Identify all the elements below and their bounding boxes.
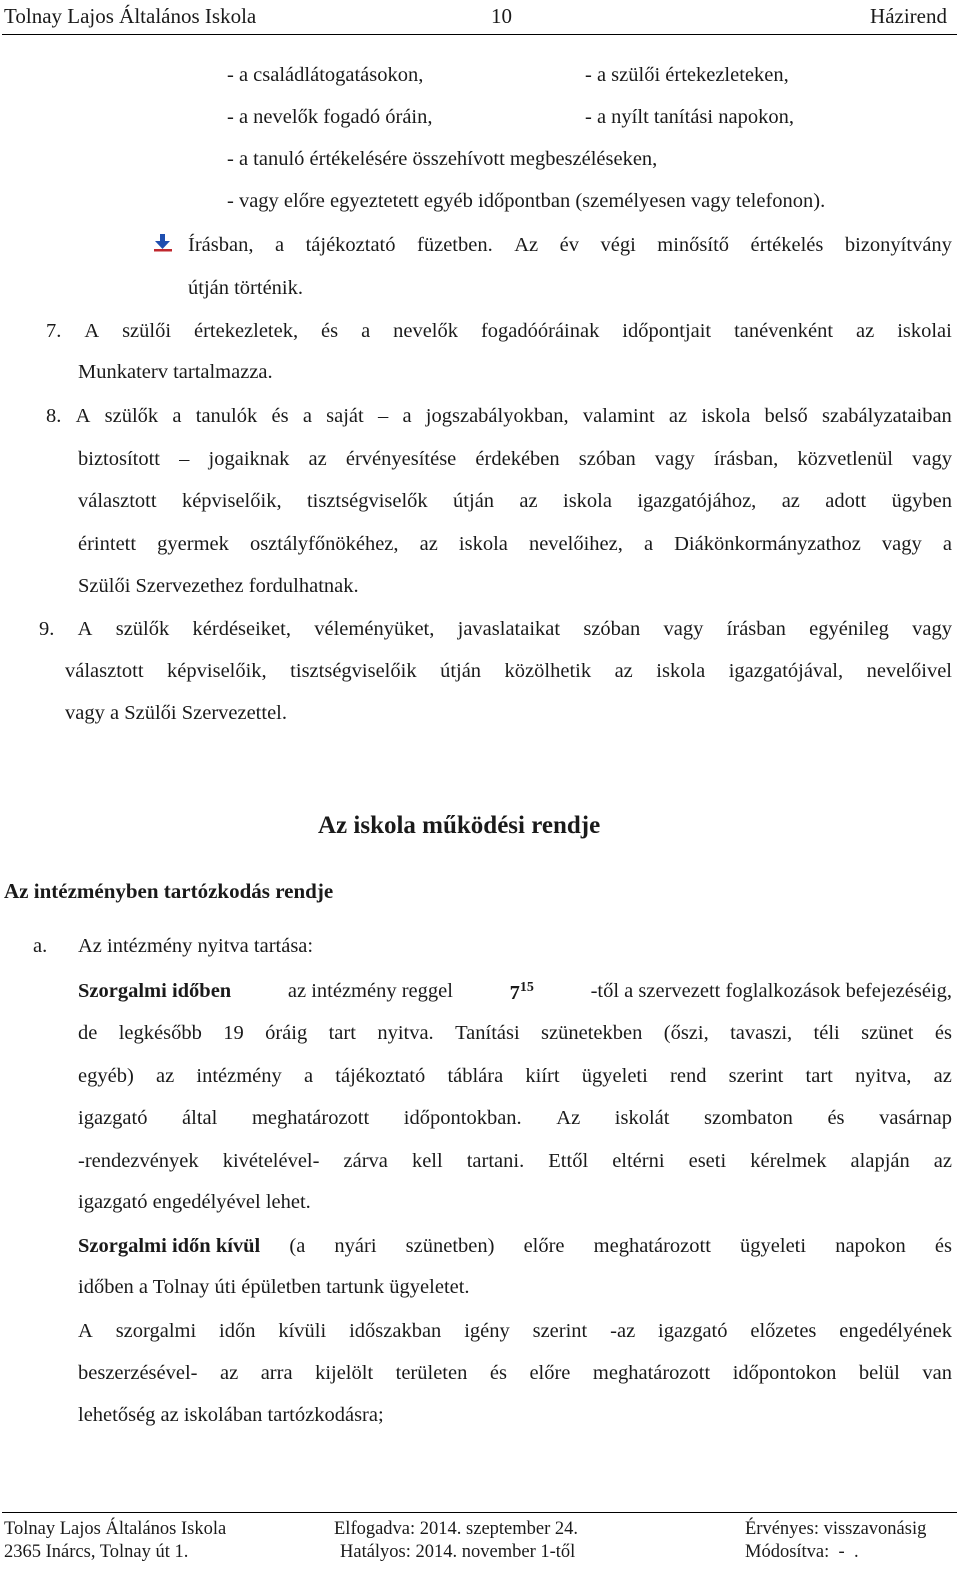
word: és: [934, 1235, 952, 1257]
arrow-bullet-icon: [154, 234, 174, 252]
word: végi: [600, 234, 636, 256]
word: év: [559, 234, 579, 256]
word: meghatározott: [251, 1107, 370, 1129]
word: kijelölt: [315, 1362, 374, 1384]
word: kiírt: [525, 1065, 560, 1087]
word: szülői: [122, 320, 172, 342]
word: kivételével-: [222, 1150, 320, 1172]
word: kérdéseiket,: [192, 618, 291, 640]
word: vagy: [654, 448, 695, 470]
word: és: [827, 1107, 845, 1129]
dash-list-item: - vagy előre egyeztetett egyéb időpontban (személyesen vagy telefonon).: [227, 190, 826, 212]
word: érvényesítése: [345, 448, 457, 470]
dash-list-item: - a tanuló értékelésére összehívott megbeszéléseken,: [227, 148, 658, 170]
word: írásban: [726, 618, 786, 640]
word: –: [377, 405, 389, 427]
word: szorgalmi: [115, 1320, 197, 1342]
word: szerint: [728, 1065, 784, 1087]
word: nyitva,: [855, 1065, 912, 1087]
word: szóban: [578, 448, 636, 470]
header-doc-title: Házirend: [870, 4, 947, 28]
word: minősítő: [657, 234, 730, 256]
word: belül: [858, 1362, 900, 1384]
word: alapján: [850, 1150, 910, 1172]
word: iskola: [701, 405, 751, 427]
opening-hours-line-6: igazgató engedélyével lehet.: [78, 1191, 311, 1213]
word: osztályfőnökéhez,: [249, 533, 399, 555]
word: fogadóóráinak: [480, 320, 600, 342]
word: eseti: [688, 1150, 727, 1172]
word: és: [321, 320, 339, 342]
word: a: [274, 234, 285, 256]
word: 8.: [46, 405, 62, 427]
word: az: [419, 533, 438, 555]
word: időpontokon: [732, 1362, 837, 1384]
word: az: [933, 1150, 952, 1172]
word: az: [308, 448, 327, 470]
item-a-heading: Az intézmény nyitva tartása:: [78, 935, 314, 957]
word: előre: [529, 1362, 571, 1384]
word: téli: [813, 1022, 840, 1044]
word: az: [519, 490, 538, 512]
word: szombaton: [704, 1107, 793, 1129]
word: kérelmek: [750, 1150, 827, 1172]
word: szünetben): [405, 1235, 495, 1257]
word: ügyben: [891, 490, 952, 512]
word: van: [922, 1362, 952, 1384]
word: legkésőbb: [118, 1022, 202, 1044]
word: szünetekben: [541, 1022, 643, 1044]
word: időpontjait: [622, 320, 712, 342]
opening-hours-line-2: [78, 1022, 952, 1045]
word: igazgatójával,: [728, 660, 844, 682]
word: -az: [610, 1320, 636, 1342]
word: 9.: [39, 618, 55, 640]
word: A: [78, 1320, 93, 1342]
dash-list-item: - a nyílt tanítási napokon,: [585, 106, 794, 128]
opening-text-rest: -től a szervezett foglalkozások befejezéséig,: [590, 980, 952, 1002]
word: iskolát: [614, 1107, 670, 1129]
word: (a: [289, 1235, 306, 1257]
word: választott: [65, 660, 144, 682]
word: zárva: [343, 1150, 388, 1172]
item8-line-5: Szülői Szervezethez fordulhatnak.: [78, 575, 359, 597]
word: nevelők: [393, 320, 459, 342]
word: véleményüket,: [314, 618, 435, 640]
word: kell: [411, 1150, 443, 1172]
out-of-session-line-2: időben a Tolnay úti épületben tartunk ügyeletet.: [78, 1276, 470, 1298]
word: a: [303, 1065, 314, 1087]
word: biztosított: [78, 448, 160, 470]
footer-school-name: Tolnay Lajos Általános Iskola: [4, 1519, 227, 1539]
opening-hours-line-5: [78, 1150, 952, 1173]
word: rend: [670, 1065, 707, 1087]
section-title: Az iskola működési rendje: [318, 812, 601, 839]
word: igazgatójához,: [637, 490, 757, 512]
word: iskola: [458, 533, 508, 555]
word: nevelőivel: [866, 660, 952, 682]
word: jogszabályokban,: [425, 405, 569, 427]
word: intézmény: [196, 1065, 282, 1087]
word: iskolai: [897, 320, 952, 342]
word: tavaszi,: [730, 1022, 793, 1044]
word: a: [172, 405, 182, 427]
word: engedélyének: [839, 1320, 952, 1342]
term-out-of-session: Szorgalmi időn kívül: [78, 1235, 261, 1257]
word: közvetlenül: [797, 448, 893, 470]
word: –: [179, 448, 190, 470]
word: gyermek: [157, 533, 229, 555]
stay-line-1: [78, 1320, 952, 1343]
word: kívüli: [278, 1320, 327, 1342]
word: az: [668, 405, 688, 427]
header-school-name: Tolnay Lajos Általános Iskola: [4, 4, 257, 28]
word: Diákönkormányzathoz: [674, 533, 861, 555]
word: a: [361, 320, 371, 342]
word: A: [75, 405, 91, 427]
bullet-line-2: útján történik.: [188, 277, 304, 299]
word: szünet: [861, 1022, 914, 1044]
word: időpontokban.: [403, 1107, 522, 1129]
word: 19: [223, 1022, 244, 1044]
word: Az: [556, 1107, 581, 1129]
word: Tanítási: [455, 1022, 520, 1044]
word: a: [302, 405, 312, 427]
word: útján: [453, 490, 495, 512]
word: iskola: [656, 660, 706, 682]
word: az: [220, 1362, 239, 1384]
word: tart: [805, 1065, 833, 1087]
word: igazgató: [658, 1320, 728, 1342]
word: szülők: [115, 618, 170, 640]
word: Írásban,: [188, 234, 254, 256]
word: A: [77, 618, 93, 640]
footer-valid: Érvényes: visszavonásig: [745, 1519, 927, 1539]
word: közölhetik: [504, 660, 592, 682]
word: igazgató: [78, 1107, 148, 1129]
word: az: [856, 320, 875, 342]
word: beszerzésével-: [78, 1362, 198, 1384]
word: területen: [395, 1362, 468, 1384]
word: időszakban: [349, 1320, 442, 1342]
word: nyári: [334, 1235, 377, 1257]
word: meghatározott: [593, 1235, 711, 1257]
opening-text: az intézmény reggel: [287, 980, 453, 1002]
word: vagy: [912, 448, 952, 470]
word: előzetes: [750, 1320, 817, 1342]
word: valamint: [582, 405, 655, 427]
word: Az: [514, 234, 539, 256]
out-of-session-line-1: [78, 1235, 952, 1258]
word: tisztségviselők: [306, 490, 428, 512]
footer-address: 2365 Inárcs, Tolnay út 1.: [4, 1542, 189, 1562]
item9-line-2: [65, 660, 952, 683]
word: tájékoztató: [335, 1065, 426, 1087]
word: a: [402, 405, 412, 427]
item8-line-4: [78, 533, 952, 556]
footer-accepted-date: Elfogadva: 2014. szeptember 24.: [334, 1519, 579, 1539]
word: óráig: [265, 1022, 308, 1044]
word: tart: [328, 1022, 356, 1044]
item9-line-1: [39, 618, 952, 641]
word: a: [643, 533, 654, 555]
word: szerint: [532, 1320, 588, 1342]
header-page-number: 10: [491, 4, 512, 28]
word: ügyeleti: [581, 1065, 648, 1087]
word: által: [182, 1107, 218, 1129]
word: saját: [326, 405, 364, 427]
word: vagy: [912, 618, 952, 640]
word: 7.: [46, 320, 62, 342]
word: előre: [523, 1235, 565, 1257]
opening-hours-line-4: [78, 1107, 952, 1130]
opening-hours-line-1: [78, 980, 952, 1005]
word: értekezletek,: [193, 320, 299, 342]
footer-modified: Módosítva: - .: [745, 1542, 859, 1562]
header-rule: [2, 34, 957, 35]
item-a-marker: a.: [33, 935, 48, 957]
word: nevelőihez,: [528, 533, 623, 555]
footer-effective-date: Hatályos: 2014. november 1-től: [340, 1542, 576, 1562]
stay-line-3: lehetőség az iskolában tartózkodásra;: [78, 1404, 384, 1426]
word: iskola: [563, 490, 612, 512]
word: vagy: [881, 533, 922, 555]
opening-hours-line-3: [78, 1065, 952, 1088]
word: nyitva.: [377, 1022, 434, 1044]
word: az: [614, 660, 633, 682]
word: érdekében: [475, 448, 560, 470]
word: A: [84, 320, 100, 342]
word: útján: [440, 660, 482, 682]
word: érintett: [78, 533, 137, 555]
item8-line-3: [78, 490, 952, 513]
term-in-session: Szorgalmi időben: [78, 980, 232, 1002]
subsection-title: Az intézményben tartózkodás rendje: [4, 879, 334, 903]
word: az: [781, 490, 800, 512]
word: Ettől: [548, 1150, 589, 1172]
word: és: [934, 1022, 952, 1044]
stay-line-2: [78, 1362, 952, 1385]
item8-line-2: [78, 448, 952, 471]
word: vagy: [663, 618, 704, 640]
word: és: [489, 1362, 507, 1384]
word: füzetben.: [417, 234, 493, 256]
word: eltérni: [612, 1150, 665, 1172]
word: vasárnap: [879, 1107, 952, 1129]
word: arra: [260, 1362, 293, 1384]
word: adott: [825, 490, 867, 512]
word: belső: [764, 405, 808, 427]
word: egyénileg: [809, 618, 889, 640]
word: igény: [464, 1320, 510, 1342]
word: jogaiknak: [208, 448, 290, 470]
word: napokon: [835, 1235, 906, 1257]
word: képviselőik,: [167, 660, 267, 682]
word: bizonyítvány: [844, 234, 952, 256]
item8-line-1: [46, 405, 952, 428]
bullet-line-1: [188, 234, 952, 257]
word: tartani.: [466, 1150, 525, 1172]
word: meghatározott: [592, 1362, 711, 1384]
word: képviselőik,: [181, 490, 282, 512]
word: (őszi,: [663, 1022, 709, 1044]
word: értékelés: [750, 234, 824, 256]
item7-line-2: Munkaterv tartalmazza.: [78, 361, 273, 383]
word: tisztségviselőik: [290, 660, 417, 682]
word: a: [942, 533, 952, 555]
dash-list-item: - a családlátogatásokon,: [227, 64, 424, 86]
dash-list-item: - a nevelők fogadó óráin,: [227, 106, 433, 128]
word: táblára: [447, 1065, 504, 1087]
footer-rule: [2, 1512, 957, 1513]
word: időn: [219, 1320, 256, 1342]
word: írásban,: [713, 448, 779, 470]
word: az: [933, 1065, 952, 1087]
opening-time: $7^{15}$: [509, 980, 534, 1004]
word: szabályzataiban: [822, 405, 952, 427]
word: tanévenként: [734, 320, 834, 342]
word: és: [271, 405, 289, 427]
word: de: [78, 1022, 98, 1044]
word: választott: [78, 490, 157, 512]
word: szóban: [583, 618, 641, 640]
dash-list-item: - a szülői értekezleteken,: [585, 64, 789, 86]
word: tájékoztató: [305, 234, 396, 256]
word: tanulók: [195, 405, 258, 427]
word: ügyeleti: [740, 1235, 807, 1257]
word: szülők: [104, 405, 159, 427]
item9-line-3: vagy a Szülői Szervezettel.: [65, 702, 287, 724]
item7-line-1: [46, 320, 952, 343]
word: javaslataikat: [457, 618, 561, 640]
word: egyéb): [78, 1065, 134, 1087]
word: -rendezvények: [78, 1150, 199, 1172]
word: az: [155, 1065, 175, 1087]
